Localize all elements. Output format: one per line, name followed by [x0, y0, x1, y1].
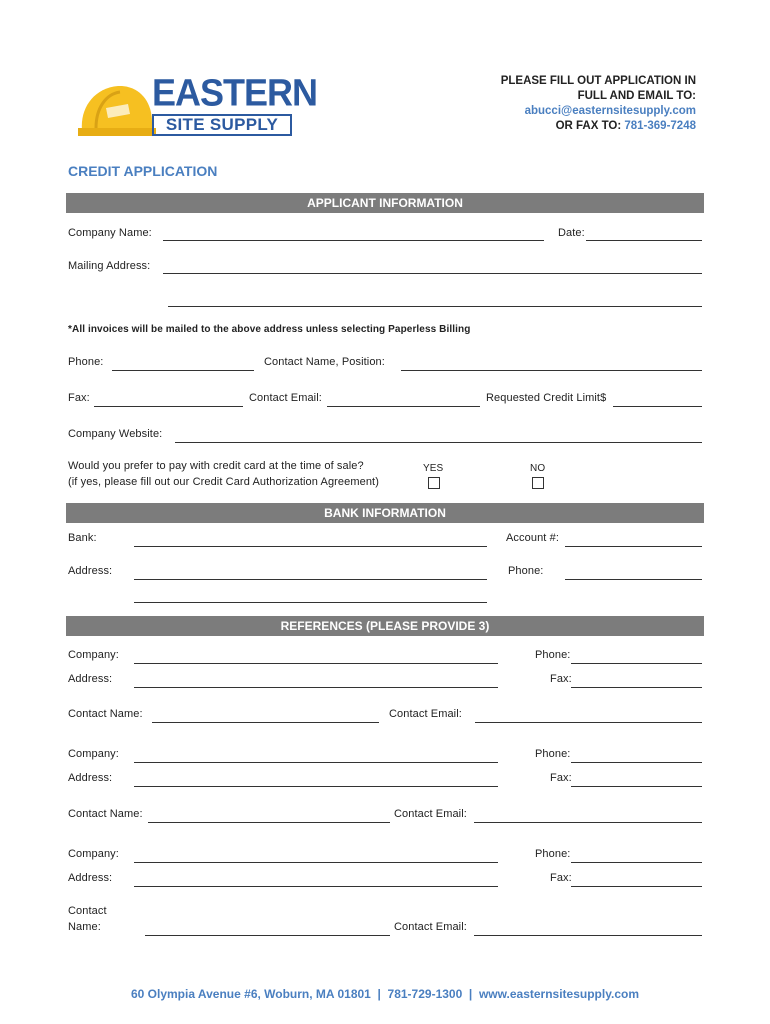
invoice-note: *All invoices will be mailed to the above address unless selecting Paperless Billing	[68, 324, 471, 335]
website-label: Company Website:	[68, 428, 163, 440]
ref3-fax-field[interactable]	[571, 886, 702, 887]
mailing-address-field-2[interactable]	[168, 306, 702, 307]
pay-question-line-1: Would you prefer to pay with credit card at the time of sale?	[68, 460, 364, 472]
contact-name-label: Contact Name, Position:	[264, 356, 385, 368]
website-field[interactable]	[175, 442, 702, 443]
account-label: Account #:	[506, 532, 559, 544]
bank-phone-label: Phone:	[508, 565, 544, 577]
submission-instructions	[501, 74, 696, 134]
fax-number: 781-369-7248	[624, 120, 696, 132]
ref2-contact-email-label: Contact Email:	[394, 808, 467, 820]
bank-info-header: BANK INFORMATION	[66, 503, 704, 523]
ref2-fax-field[interactable]	[571, 786, 702, 787]
account-field[interactable]	[565, 546, 702, 547]
bank-address-label: Address:	[68, 565, 113, 577]
bank-phone-field[interactable]	[565, 579, 702, 580]
company-name-label: Company Name:	[68, 227, 152, 239]
ref3-contact-name-field[interactable]	[145, 935, 390, 936]
mailing-address-label: Mailing Address:	[68, 260, 151, 272]
date-field[interactable]	[586, 240, 702, 241]
credit-limit-label: Requested Credit Limit$	[486, 392, 607, 404]
applicant-info-header: APPLICANT INFORMATION	[66, 193, 704, 213]
credit-limit-field[interactable]	[613, 406, 702, 407]
ref1-phone-label: Phone:	[535, 649, 571, 661]
mailing-address-field[interactable]	[163, 273, 702, 274]
ref2-address-field[interactable]	[134, 786, 498, 787]
instructions-line-2: FULL AND EMAIL TO:	[577, 90, 696, 102]
ref1-fax-label: Fax:	[550, 673, 572, 685]
ref3-contact-email-label: Contact Email:	[394, 921, 467, 933]
ref3-phone-field[interactable]	[571, 862, 702, 863]
ref3-contact-email-field[interactable]	[474, 935, 702, 936]
pay-question-line-2: (if yes, please fill out our Credit Card Authorization Agreement)	[68, 476, 379, 488]
ref1-contact-name-label: Contact Name:	[68, 708, 143, 720]
hard-hat-icon	[76, 78, 156, 140]
bank-address-field-2[interactable]	[134, 602, 487, 603]
ref2-phone-field[interactable]	[571, 762, 702, 763]
footer-contact: 60 Olympia Avenue #6, Woburn, MA 01801 | 781-729-1300 | www.easternsitesupply.com	[130, 987, 640, 1001]
instructions-line-1: PLEASE FILL OUT APPLICATION IN	[500, 75, 696, 87]
fax-label: OR FAX TO:	[555, 120, 622, 132]
ref1-contact-email-field[interactable]	[475, 722, 702, 723]
logo-site-supply: SITE SUPPLY	[165, 115, 279, 134]
ref1-address-label: Address:	[68, 673, 113, 685]
ref2-contact-name-label: Contact Name:	[68, 808, 143, 820]
ref2-phone-label: Phone:	[535, 748, 571, 760]
ref3-fax-label: Fax:	[550, 872, 572, 884]
no-label: NO	[530, 463, 546, 474]
phone-label: Phone:	[68, 356, 104, 368]
phone-field[interactable]	[112, 370, 254, 371]
yes-checkbox[interactable]	[428, 477, 440, 489]
bank-label: Bank:	[68, 532, 97, 544]
ref1-contact-name-field[interactable]	[152, 722, 379, 723]
logo-eastern: EASTERN	[152, 70, 318, 114]
ref3-contact-label: Contact	[68, 905, 107, 917]
company-logo	[76, 70, 318, 144]
ref1-address-field[interactable]	[134, 687, 498, 688]
company-name-field[interactable]	[163, 240, 544, 241]
ref2-contact-email-field[interactable]	[474, 822, 702, 823]
contact-email-label: Contact Email:	[249, 392, 322, 404]
date-label: Date:	[558, 227, 585, 239]
bank-field[interactable]	[134, 546, 487, 547]
ref1-company-label: Company:	[68, 649, 119, 661]
ref2-fax-label: Fax:	[550, 772, 572, 784]
fax-line	[501, 119, 696, 134]
ref1-contact-email-label: Contact Email:	[389, 708, 462, 720]
fax-label: Fax:	[68, 392, 90, 404]
ref3-phone-label: Phone:	[535, 848, 571, 860]
logo-site-supply-box	[152, 114, 292, 136]
contact-name-field[interactable]	[401, 370, 702, 371]
ref3-company-field[interactable]	[134, 862, 498, 863]
ref2-company-label: Company:	[68, 748, 119, 760]
ref3-address-label: Address:	[68, 872, 113, 884]
ref3-address-field[interactable]	[134, 886, 498, 887]
ref1-fax-field[interactable]	[571, 687, 702, 688]
contact-email-field[interactable]	[327, 406, 480, 407]
no-checkbox[interactable]	[532, 477, 544, 489]
bank-address-field[interactable]	[134, 579, 487, 580]
page-title: CREDIT APPLICATION	[68, 163, 218, 179]
email-link[interactable]: abucci@easternsitesupply.com	[524, 105, 696, 117]
ref3-company-label: Company:	[68, 848, 119, 860]
yes-label: YES	[423, 463, 444, 474]
ref2-address-label: Address:	[68, 772, 113, 784]
ref1-company-field[interactable]	[134, 663, 498, 664]
ref1-phone-field[interactable]	[571, 663, 702, 664]
ref3-name-label: Name:	[68, 921, 101, 933]
ref2-contact-name-field[interactable]	[148, 822, 390, 823]
references-header: REFERENCES (PLEASE PROVIDE 3)	[66, 616, 704, 636]
ref2-company-field[interactable]	[134, 762, 498, 763]
fax-field[interactable]	[94, 406, 243, 407]
